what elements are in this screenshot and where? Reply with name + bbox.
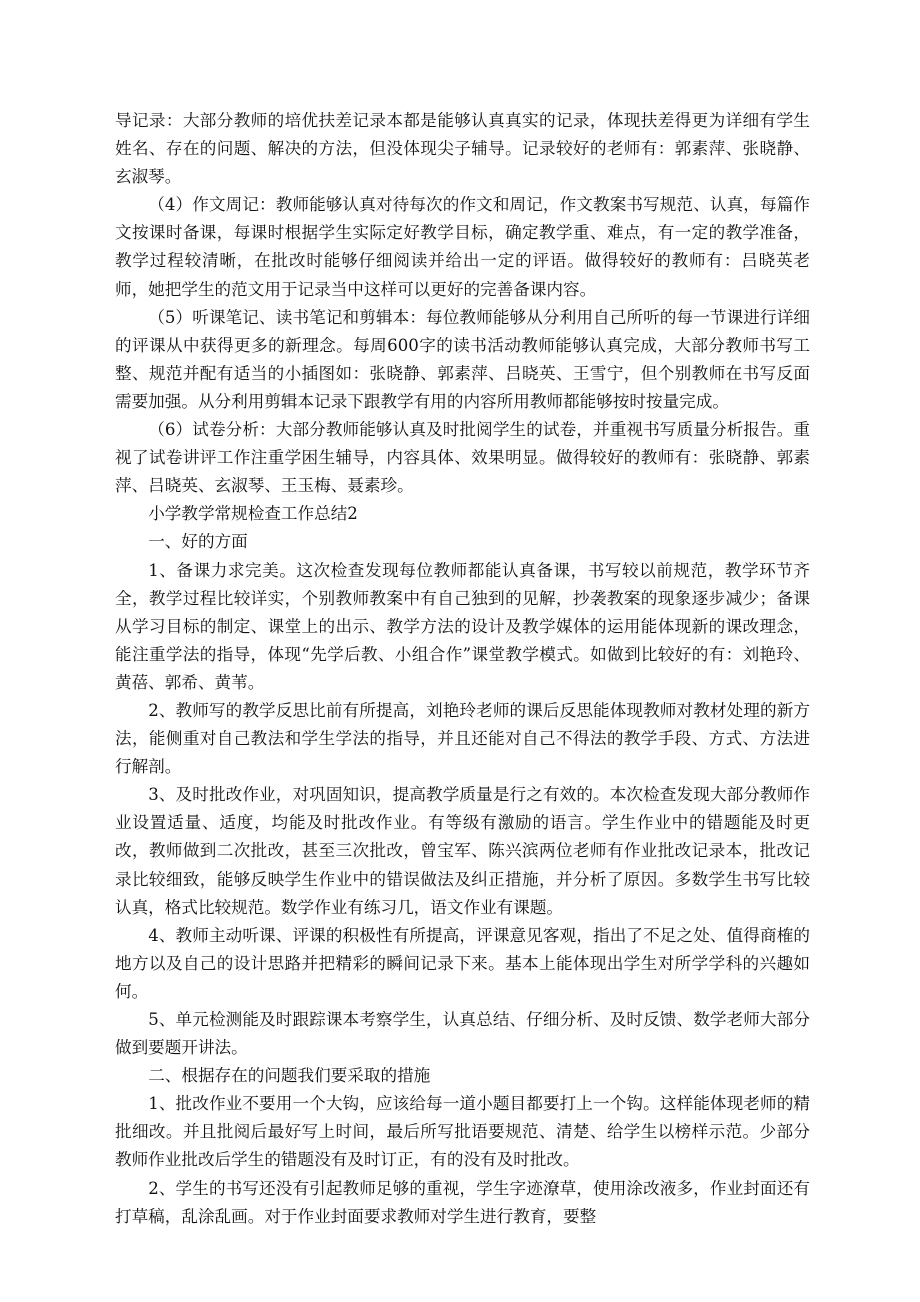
document-page xyxy=(115,107,810,1231)
paragraph-exam-analysis: （6）试卷分析：大部分教师能够认真及时批阅学生的试卷，并重视书写质量分析报告。重视了试卷讲评工作注重学困生辅导，内容具体、效果明显。做得较好的教师有：张晓静、郭素萍、吕晓英、玄淑琴、王玉梅、聂素珍。 xyxy=(115,420,810,496)
paragraph-lecture-reading-notes: （5）听课笔记、读书笔记和剪辑本：每位教师能够从分利用自己所听的每一节课进行详细的评课从中获得更多的新理念。每周600字的读书活动教师能够认真完成，大部分教师书写工整、规范并配有适当的小插图如：张晓静、郭素萍、吕晓英、王雪宁，但个别教师在书写反面需要加强。从分利用剪辑本记录下跟教学有用的内容所用教师都能够按时按量完成。 xyxy=(115,307,810,411)
paragraph-measure-handwriting: 2、学生的书写还没有引起教师足够的重视，学生字迹潦草，使用涂改液多，作业封面还有打草稿，乱涂乱画。对于作业封面要求教师对学生进行教育，要整 xyxy=(115,1178,810,1226)
paragraph-records-continuation: 导记录：大部分教师的培优扶差记录本都是能够认真真实的记录，体现扶差得更为详细有学生姓名、存在的问题、解决的方法，但没体现尖子辅导。记录较好的老师有：郭素萍、张晓静、玄淑琴。 xyxy=(115,111,810,187)
section-heading-good-aspects: 一、好的方面 xyxy=(148,532,248,552)
paragraph-homework-correction: 3、及时批改作业，对巩固知识，提高教学质量是行之有效的。本次检查发现大部分教师作业设置适量、适度，均能及时批改作业。有等级有激励的语言。学生作业中的错题能及时更改，教师做到二次批改，甚至三次批改，曾宝军、陈兴滨两位老师有作业批改记录本，批改记录比较细致，能够反映学生作业中的错误做法及纠正措施，并分析了原因。多数学生书写比较认真，格式比较规范。数学作业有练习几，语文作业有课题。 xyxy=(115,785,810,917)
paragraph-unit-tests: 5、单元检测能及时跟踪课本考察学生，认真总结、仔细分析、及时反馈、数学老师大部分做到要题开讲法。 xyxy=(115,1010,810,1058)
section-heading-measures: 二、根据存在的问题我们要采取的措施 xyxy=(148,1066,431,1086)
section-title-summary-2: 小学教学常规检查工作总结2 xyxy=(148,504,358,524)
paragraph-composition-journal: （4）作文周记：教师能够认真对待每次的作文和周记，作文教案书写规范、认真，每篇作文按课时备课，每课时根据学生实际定好教学目标，确定教学重、难点，有一定的教学准备，教学过程较清晰，在批改时能够仔细阅读并给出一定的评语。做得较好的教师有：吕晓英老师，她把学生的范文用于记录当中这样可以更好的完善备课内容。 xyxy=(115,195,810,299)
paragraph-class-observation: 4、教师主动听课、评课的积极性有所提高，评课意见客观，指出了不足之处、值得商榷的地方以及自己的设计思路并把精彩的瞬间记录下来。基本上能体现出学生对所学学科的兴趣如何。 xyxy=(115,925,810,1001)
paragraph-measure-homework-marking: 1、批改作业不要用一个大钩，应该给每一道小题目都要打上一个钩。这样能体现老师的精批细改。并且批阅后最好写上时间，最后所写批语要规范、清楚、给学生以榜样示范。少部分教师作业批改后学生的错题没有及时订正，有的没有及时批改。 xyxy=(115,1094,810,1170)
paragraph-teaching-reflection: 2、教师写的教学反思比前有所提高，刘艳玲老师的课后反思能体现教师对教材处理的新方法，能侧重对自己教法和学生学法的指导，并且还能对自己不得法的教学手段、方式、方法进行解剖。 xyxy=(115,700,810,777)
paragraph-lesson-preparation: 1、备课力求完美。这次检查发现每位教师都能认真备课，书写较以前规范，教学环节齐全，教学过程比较详实，个别教师教案中有自己独到的见解，抄袭教案的现象逐步减少；备课从学习目标的制定、课堂上的出示、教学方法的设计及教学媒体的运用能体现新的课改理念，能注重学法的指导，体现“先学后教、小组合作”课堂教学模式。如做到比较好的有：刘艳玲、黄蓓、郭希、黄苇。 xyxy=(115,560,810,692)
